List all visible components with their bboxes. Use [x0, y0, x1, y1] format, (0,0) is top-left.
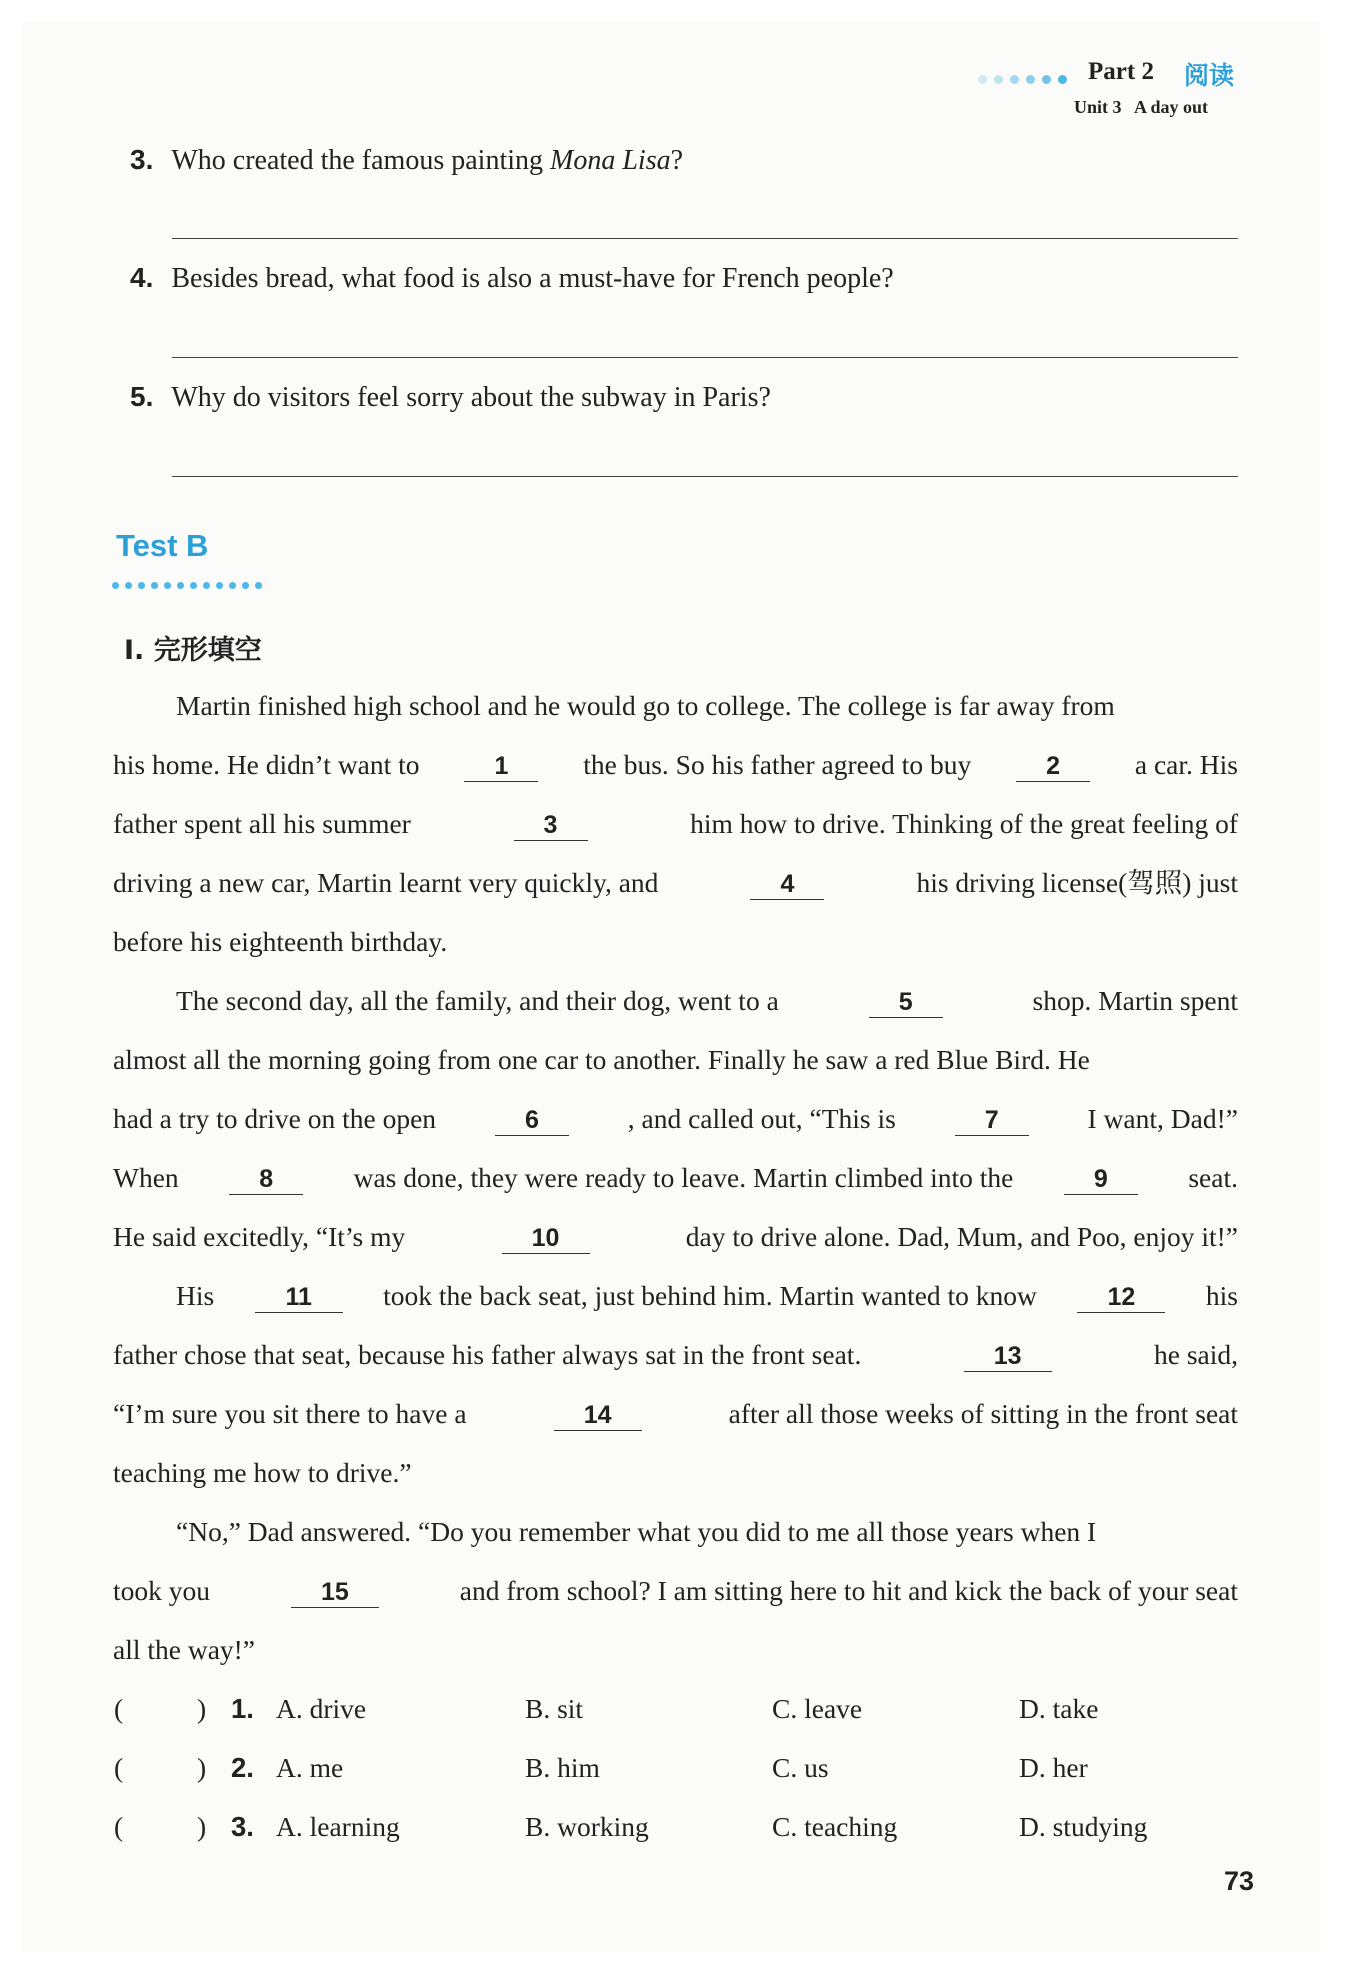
passage-line: all the way!”: [113, 1634, 256, 1665]
option-c[interactable]: C. us: [772, 1752, 829, 1783]
passage-line: his home. He didn’t want to 1 the bus. So his father agreed to buy 2 a car. His: [113, 749, 1238, 780]
answer-paren-open[interactable]: (: [114, 1693, 124, 1724]
page-number: 73: [1224, 1866, 1255, 1896]
option-number: 2.: [231, 1752, 254, 1783]
header-part-label: Part 2: [1088, 58, 1154, 85]
blank-8[interactable]: 8: [229, 1164, 303, 1195]
header-unit-label: Unit 3 A day out: [1074, 97, 1209, 117]
question-number: 4.: [130, 262, 154, 293]
option-d[interactable]: D. take: [1019, 1693, 1099, 1724]
question-number: 3.: [130, 144, 154, 175]
answer-paren-close[interactable]: ): [197, 1811, 207, 1842]
option-number: 3.: [231, 1811, 254, 1842]
blank-9[interactable]: 9: [1064, 1164, 1138, 1195]
question-3: 3. Who created the famous painting Mona Lisa?: [130, 144, 684, 176]
passage-line: He said excitedly, “It’s my 10 day to drive alone. Dad, Mum, and Poo, enjoy it!”: [113, 1221, 1238, 1252]
passage-line: When 8 was done, they were ready to leave. Martin climbed into the 9 seat.: [113, 1162, 1238, 1193]
option-b[interactable]: B. working: [525, 1811, 649, 1842]
option-d[interactable]: D. her: [1019, 1752, 1088, 1783]
blank-15[interactable]: 15: [291, 1577, 379, 1608]
passage-line: had a try to drive on the open 6 , and called out, “This is 7 I want, Dad!”: [113, 1103, 1238, 1134]
passage-line: driving a new car, Martin learnt very quickly, and 4 his driving license(驾照) just: [113, 867, 1238, 898]
passage-line: Martin finished high school and he would go to college. The college is far away from: [176, 690, 1115, 721]
blank-11[interactable]: 11: [255, 1282, 343, 1313]
title-dots-decoration: [112, 576, 268, 594]
answer-line-4[interactable]: [172, 357, 1238, 358]
blank-2[interactable]: 2: [1016, 751, 1090, 782]
blank-5[interactable]: 5: [869, 987, 943, 1018]
option-b[interactable]: B. sit: [525, 1693, 584, 1724]
header-section-cn: 阅读: [1184, 61, 1235, 90]
header-dots-decoration: [978, 70, 1074, 88]
passage-line: father chose that seat, because his father always sat in the front seat. 13 he said,: [113, 1339, 1238, 1370]
question-4: 4. Besides bread, what food is also a must-have for French people?: [130, 262, 894, 294]
answer-line-5[interactable]: [172, 476, 1238, 477]
blank-13[interactable]: 13: [964, 1341, 1052, 1372]
question-5: 5. Why do visitors feel sorry about the subway in Paris?: [130, 381, 771, 413]
blank-12[interactable]: 12: [1077, 1282, 1165, 1313]
passage-line: took you 15 and from school? I am sitting here to hit and kick the back of your seat: [113, 1575, 1238, 1606]
passage-line: “No,” Dad answered. “Do you remember what you did to me all those years when I: [176, 1516, 1097, 1547]
blank-1[interactable]: 1: [464, 751, 538, 782]
option-a[interactable]: A. drive: [276, 1693, 367, 1724]
answer-paren-close[interactable]: ): [197, 1693, 207, 1724]
option-d[interactable]: D. studying: [1019, 1811, 1148, 1842]
option-a[interactable]: A. me: [276, 1752, 344, 1783]
answer-paren-open[interactable]: (: [114, 1752, 124, 1783]
passage-line: almost all the morning going from one car to another. Finally he saw a red Blue Bird. He: [113, 1044, 1090, 1075]
blank-3[interactable]: 3: [514, 810, 588, 841]
section-title: Ⅰ. 完形填空: [124, 635, 262, 666]
passage-line: The second day, all the family, and their dog, went to a 5 shop. Martin spent: [176, 985, 1238, 1016]
option-b[interactable]: B. him: [525, 1752, 600, 1783]
option-c[interactable]: C. teaching: [772, 1811, 898, 1842]
blank-7[interactable]: 7: [955, 1105, 1029, 1136]
passage-line: “I’m sure you sit there to have a 14 after all those weeks of sitting in the front seat: [113, 1398, 1238, 1429]
painting-title: Mona Lisa: [550, 145, 671, 176]
passage-line: His 11 took the back seat, just behind him. Martin wanted to know 12 his: [176, 1280, 1238, 1311]
passage-line: father spent all his summer 3 him how to drive. Thinking of the great feeling of: [113, 808, 1238, 839]
test-title: Test B: [116, 528, 209, 563]
blank-6[interactable]: 6: [495, 1105, 569, 1136]
blank-10[interactable]: 10: [502, 1223, 590, 1254]
blank-4[interactable]: 4: [750, 869, 824, 900]
option-c[interactable]: C. leave: [772, 1693, 863, 1724]
answer-paren-open[interactable]: (: [114, 1811, 124, 1842]
answer-paren-close[interactable]: ): [197, 1752, 207, 1783]
passage-line: before his eighteenth birthday.: [113, 926, 448, 957]
answer-line-3[interactable]: [172, 238, 1238, 239]
option-a[interactable]: A. learning: [276, 1811, 400, 1842]
option-number: 1.: [231, 1693, 254, 1724]
question-number: 5.: [130, 381, 154, 412]
passage-line: teaching me how to drive.”: [113, 1457, 412, 1488]
blank-14[interactable]: 14: [554, 1400, 642, 1431]
